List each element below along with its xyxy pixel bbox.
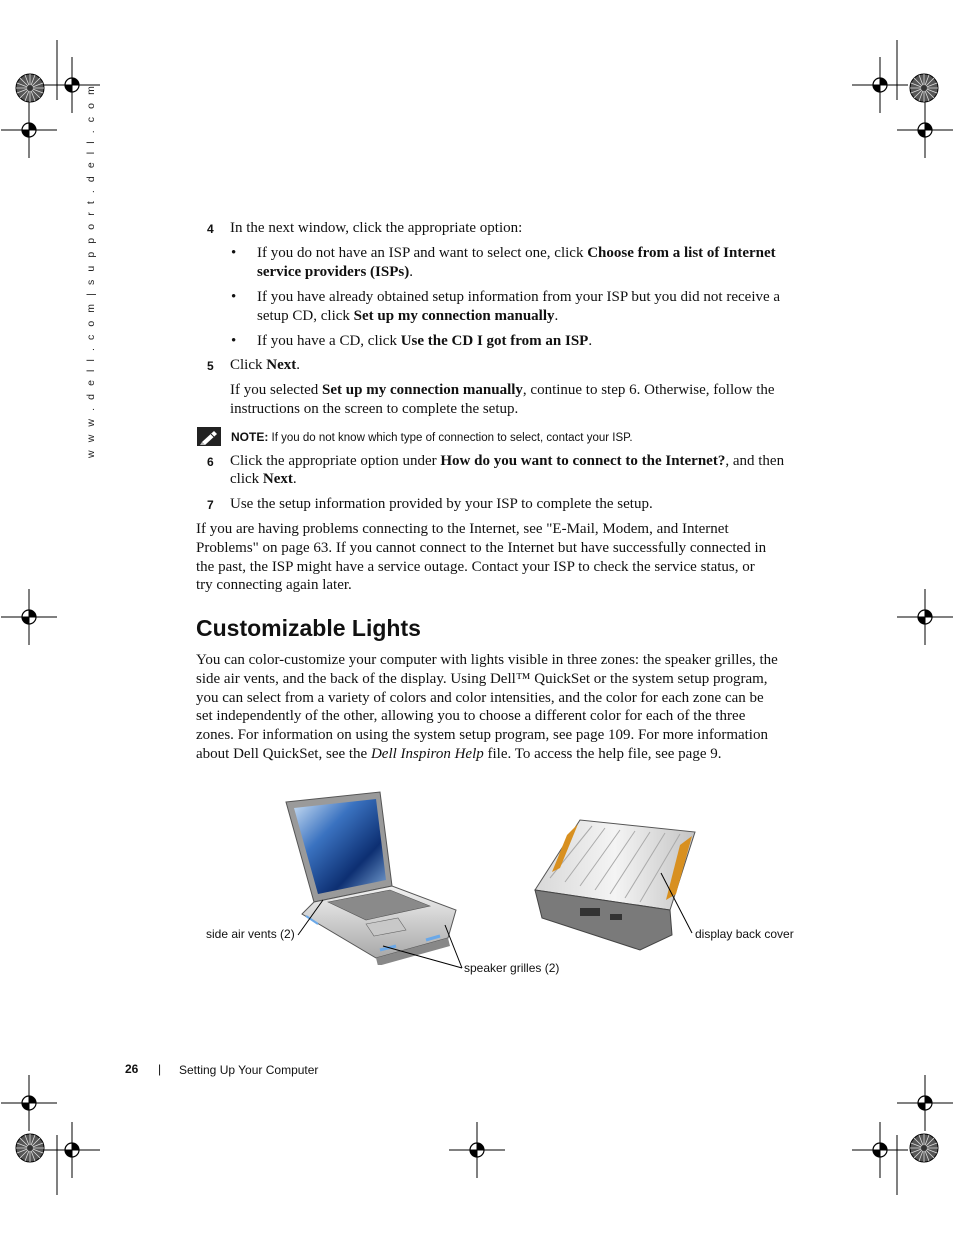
bullet-2-line-1: If you have already obtained setup information from your ISP but you did not receive a (257, 289, 781, 305)
step-6-line-2-pre: click (230, 471, 263, 487)
bullet-1-option: Choose from a list of Internet (587, 245, 776, 261)
bullet-1-text: If you do not have an ISP and want to select one, click (257, 245, 588, 261)
lights-para-line-4: set independently of the other, allowing you to choose a different color for each of the three (196, 708, 746, 724)
note-label: NOTE: (231, 430, 269, 444)
step-7-text: Use the setup information provided by your ISP to complete the setup. (230, 496, 653, 512)
label-side-air-vents: side air vents (2) (206, 927, 295, 941)
bullet-3-text: If you have a CD, click (257, 333, 401, 349)
bullet-3-period: . (588, 333, 593, 349)
lights-para-line-1: You can color-customize your computer with lights visible in three zones: the speaker grilles, the (196, 652, 778, 668)
bullet-2-text: setup CD, click (257, 308, 354, 324)
bullet-3-marker: • (231, 333, 237, 349)
bullet-2-option: Set up my connection manually (353, 308, 555, 324)
step-7-number: 7 (207, 498, 214, 512)
step-5-para-line-2: instructions on the screen to complete the setup. (230, 401, 519, 417)
footer-section-title: Setting Up Your Computer (179, 1063, 319, 1077)
problems-para-line-3: the past, the ISP might have a service outage. Contact your ISP to check the service status, or (196, 559, 755, 575)
step-6-period: . (292, 471, 297, 487)
step-6-pre: Click the appropriate option under (230, 453, 441, 469)
step-6-number: 6 (207, 455, 214, 469)
lights-para-line-2: side air vents, and the back of the display. Using Dell™ QuickSet or the system setup program, (196, 671, 768, 687)
leader-speaker-left (383, 946, 462, 968)
step-5-para-post: , continue to step 6. Otherwise, follow the (522, 382, 775, 398)
step-5-option: Next (266, 357, 297, 373)
lights-para-line-3: you can select from a variety of colors and color intensities, and the color for each zone can be (196, 690, 764, 706)
bullet-2-period: . (554, 308, 559, 324)
lights-para-last-post: file. To access the help file, see page 9. (483, 746, 722, 762)
bullet-1-marker: • (231, 245, 237, 261)
label-speaker-grilles: speaker grilles (2) (464, 961, 560, 975)
leader-speaker-right (445, 925, 462, 968)
lights-para-last-pre: about Dell QuickSet, see the (196, 746, 371, 762)
bullet-1-option-cont: service providers (ISPs) (257, 264, 410, 280)
bullet-3-option: Use the CD I got from an ISP (400, 333, 589, 349)
leader-side-vents (298, 900, 323, 935)
problems-para-line-1: If you are having problems connecting to the Internet, see "E-Mail, Modem, and Internet (196, 521, 729, 537)
sidebar-url: w w w . d e l l . c o m | s u p p o r t . d e l l . c o m (85, 83, 97, 458)
label-display-back-cover: display back cover (695, 927, 794, 941)
step-6-option: How do you want to connect to the Internet? (440, 453, 726, 469)
help-file-title: Dell Inspiron Help (370, 746, 484, 762)
lights-para-line-5: zones. For information on using the system setup program, see page 109. For more information (196, 727, 768, 743)
step-5-number: 5 (207, 359, 214, 373)
page-number: 26 (125, 1062, 139, 1076)
step-6-post: , and then (725, 453, 785, 469)
problems-para-line-2: Problems" on page 63. If you cannot connect to the Internet but have successfully connected in (196, 540, 767, 556)
step-5-para-pre: If you selected (230, 382, 323, 398)
step-4-number: 4 (207, 222, 214, 236)
step-6-next: Next (262, 471, 293, 487)
note-text: If you do not know which type of connection to select, contact your ISP. (268, 432, 633, 444)
step-4-text: In the next window, click the appropriate option: (230, 220, 523, 236)
step-5-period: . (296, 357, 300, 373)
section-heading: Customizable Lights (196, 615, 421, 641)
step-5-para-option: Set up my connection manually (322, 382, 523, 398)
bullet-2-marker: • (231, 289, 237, 305)
step-5-pre: Click (230, 357, 267, 373)
leader-back-cover (661, 873, 692, 933)
problems-para-line-4: try connecting again later. (196, 577, 352, 593)
footer-separator: | (158, 1062, 162, 1076)
bullet-1-period: . (409, 264, 413, 280)
